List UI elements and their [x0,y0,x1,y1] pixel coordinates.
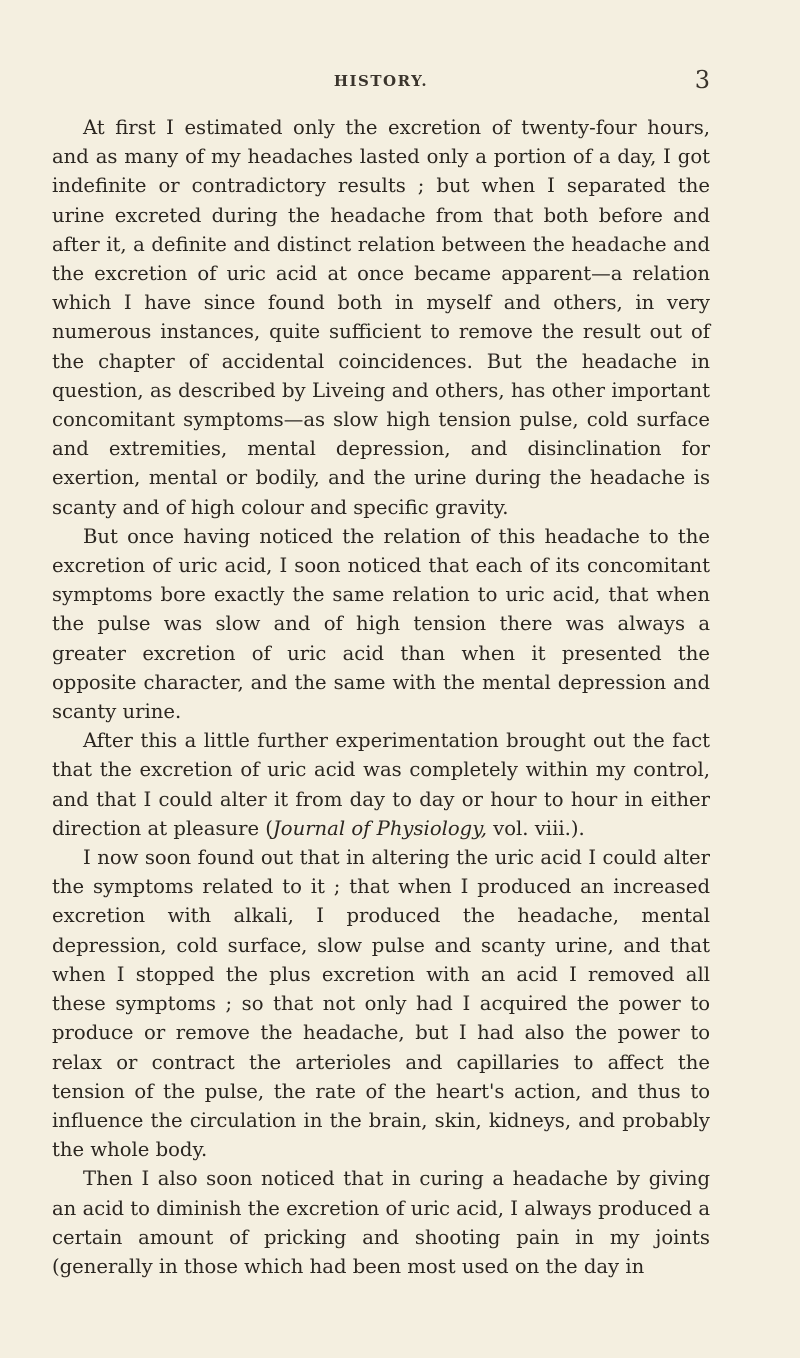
journal-citation: Journal of Physiology, [272,816,487,840]
paragraph-3 [52,726,710,843]
running-head: HISTORY. [333,72,429,90]
paragraph-3-text-before: After this a little further experimentation brought out the fact that the excretion of uric acid was completely within my control, and that I could alter it from day to day or hour to hour in either direction at pleasure ( [52,729,710,840]
body-text [52,113,710,1281]
page-number: 3 [694,66,710,94]
paragraph-2: But once having noticed the relation of this headache to the excretion of uric acid, I soon noticed that each of its concomitant symptoms bore exactly the same relation to uric acid, that when the pulse was slow and of high tension there was always a greater excretion of uric acid than when it presented the opposite character, and the same with the mental depression and scanty urine. [52,524,710,724]
page-header [52,66,710,96]
paragraph-3-text-after: vol. viii.). [486,816,585,840]
paragraph-4: I now soon found out that in altering the uric acid I could alter the symptoms related to it ; that when I produced an increased excretion with alkali, I produced the headache, mental depression, cold surface, slow pulse and scanty urine, and that when I stopped the plus excretion with an acid I removed all these symptoms ; so that not only had I acquired the power to produce or remove the headache, but I had also the power to relax or contract the arterioles and capillaries to affect the tension of the pulse, the rate of the heart's action, and thus to influence the circulation in the brain, skin, kidneys, and probably the whole body. [52,846,710,1162]
paragraph-5: Then I also soon noticed that in curing a headache by giving an acid to diminish the excretion of uric acid, I always produced a certain amount of pricking and shooting pain in my joints (generally in those which had been most used on the day in [52,1167,710,1278]
paragraph-1: At first I estimated only the excretion of twenty-four hours, and as many of my headaches lasted only a portion of a day, I got indefinite or contradictory results ; but when I separated the urine excreted during the headache from that both before and after it, a definite and distinct relation between the headache and the excretion of uric acid at once became apparent—a relation which I have since found both in myself and others, in very numerous instances, quite sufficient to remove the result out of the chapter of accidental coincidences. But the headache in question, as described by Liveing and others, has other important concomitant symptoms—as slow high tension pulse, cold surface and extremities, mental depression, and disinclination for exertion, mental or bodily, and the urine during the headache is scanty and of high colour and specific gravity. [52,116,710,519]
